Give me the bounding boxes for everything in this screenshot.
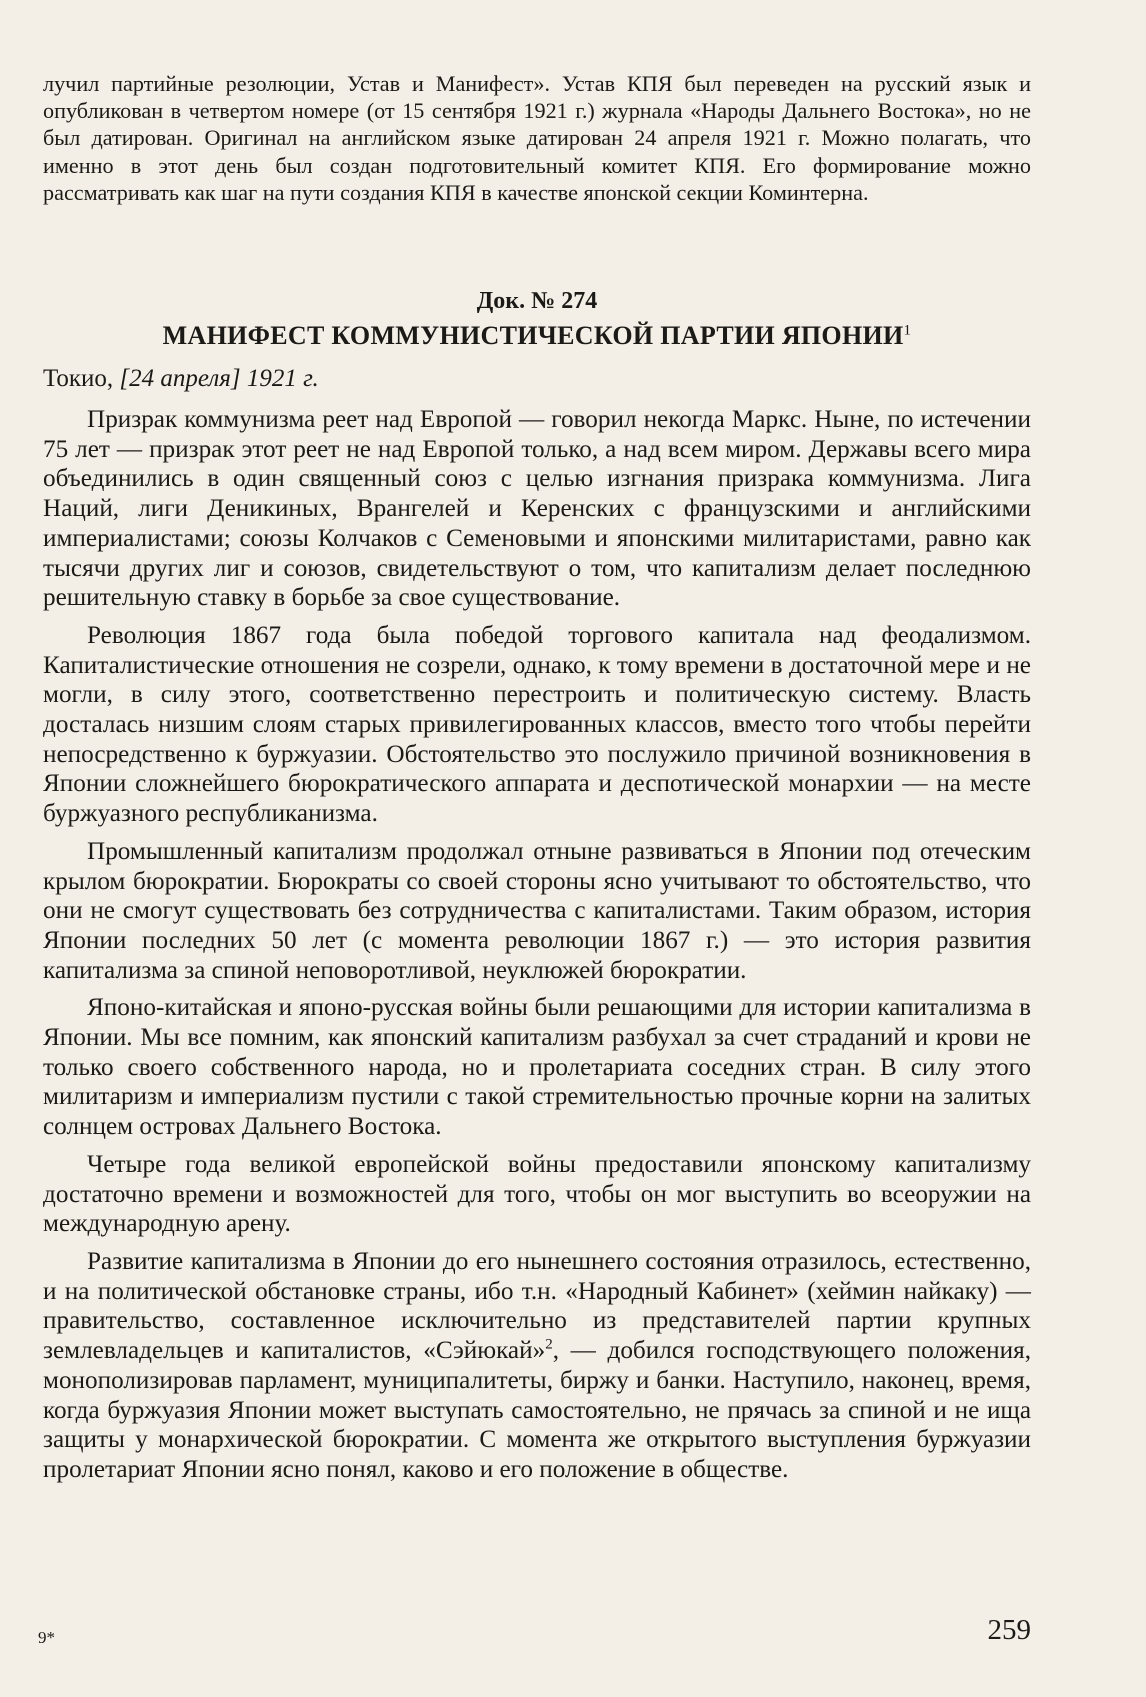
paragraph-6 [43, 1247, 1031, 1485]
document-title-text: МАНИФЕСТ КОММУНИСТИЧЕСКОЙ ПАРТИИ ЯПОНИИ [162, 321, 904, 351]
printer-signature: 9* [38, 1628, 55, 1647]
document-number: Док. № 274 [476, 288, 598, 315]
paragraph-6-part-2: , — добился господствующего положения, монополизировав парламент, муниципалитеты, биржу и банки. Наступило, наконец, время, когда буржуазия Японии может выступать самостоятельно, не прячась за спиной и не ища защиты у монархической бюрократии. С момента же открытого выступления буржуазии пролетариат Японии ясно понял, каково и его положение в обществе. [43, 1337, 1032, 1483]
page-number: 259 [987, 1614, 1031, 1646]
document-title [43, 321, 1031, 351]
dateline-date: [24 апреля] 1921 г. [119, 365, 319, 393]
footnote-marker-2: 2 [545, 1336, 553, 1353]
dateline [43, 365, 1031, 393]
paragraph-1: Призрак коммунизма реет над Европой — говорил некогда Маркс. Ныне, по истечении 75 лет — призрак этот реет не над Европой только, а над всем миром. Державы всего мира объединились в один священный союз с целью изгнания призрака коммунизма. Лига Наций, лиги Деникиных, Врангелей и Керенских с французскими и английскими империалистами; союзы Колчаков с Семеновыми и японскими милитаристами, равно как тысячи других лиг и союзов, свидетельствуют о том, что капитализм делает последнюю решительную ставку в борьбе за свое существование. [43, 406, 1031, 612]
title-footnote-marker: 1 [903, 322, 912, 339]
intro-paragraph: лучил партийные резолюции, Устав и Манифест». Устав КПЯ был переведен на русский язык и опубликован в четвертом номере (от 15 сентября 1921 г.) журнала «Народы Дальнего Востока», но не был датирован. Оригинал на английском языке датирован 24 апреля 1921 г. Можно полагать, что именно в этот день был создан подготовительный комитет КПЯ. Его формирование можно рассматривать как шаг на пути создания КПЯ в качестве японской секции Коминтерна. [43, 71, 1031, 205]
paragraph-3: Промышленный капитализм продолжал отныне развиваться в Японии под отеческим крылом бюрократии. Бюрократы со своей стороны ясно учитывают то обстоятельство, что они не смогут существовать без сотрудничества с капиталистами. Таким образом, история Японии последних 50 лет (с момента революции 1867 г.) — это история развития капитализма за спиной неповоротливой, неуклюжей бюрократии. [43, 837, 1031, 984]
paragraph-2: Революция 1867 года была победой торгового капитала над феодализмом. Капиталистические отношения не созрели, однако, к тому времени в достаточной мере и не могли, в силу этого, соответственно перестроить и политическую систему. Власть досталась низшим слоям старых привилегированных классов, вместо того чтобы перейти непосредственно к буржуазии. Обстоятельство это послужило причиной возникновения в Японии сложнейшего бюрократического аппарата и деспотической монархии — на месте буржуазного республиканизма. [43, 621, 1031, 828]
paragraph-6-part-1: Развитие капитализма в Японии до его нынешнего состояния отразилось, естественно, и на политической обстановке страны, ибо т.н. «Народный Кабинет» (хеймин найкаку) — правительство, составленное исключительно из представителей партии крупных землевладельцев и капиталистов, «Сэйюкай» [43, 1248, 1031, 1365]
dateline-place: Токио, [43, 365, 120, 393]
page-footer [38, 1614, 1031, 1654]
paragraph-5: Четыре года великой европейской войны предоставили японскому капитализму достаточно времени и возможностей для того, чтобы он мог выступить во всеоружии на международную арену. [43, 1150, 1031, 1238]
paragraph-4: Японо-китайская и японо-русская войны были решающими для истории капитализма в Японии. Мы все помним, как японский капитализм разбухал за счет страданий и крови не только своего собственного народа, но и пролетариата соседних стран. В силу этого милитаризм и империализм пустили с такой стремительностью прочные корни на залитых солнцем островах Дальнего Востока. [43, 994, 1031, 1141]
